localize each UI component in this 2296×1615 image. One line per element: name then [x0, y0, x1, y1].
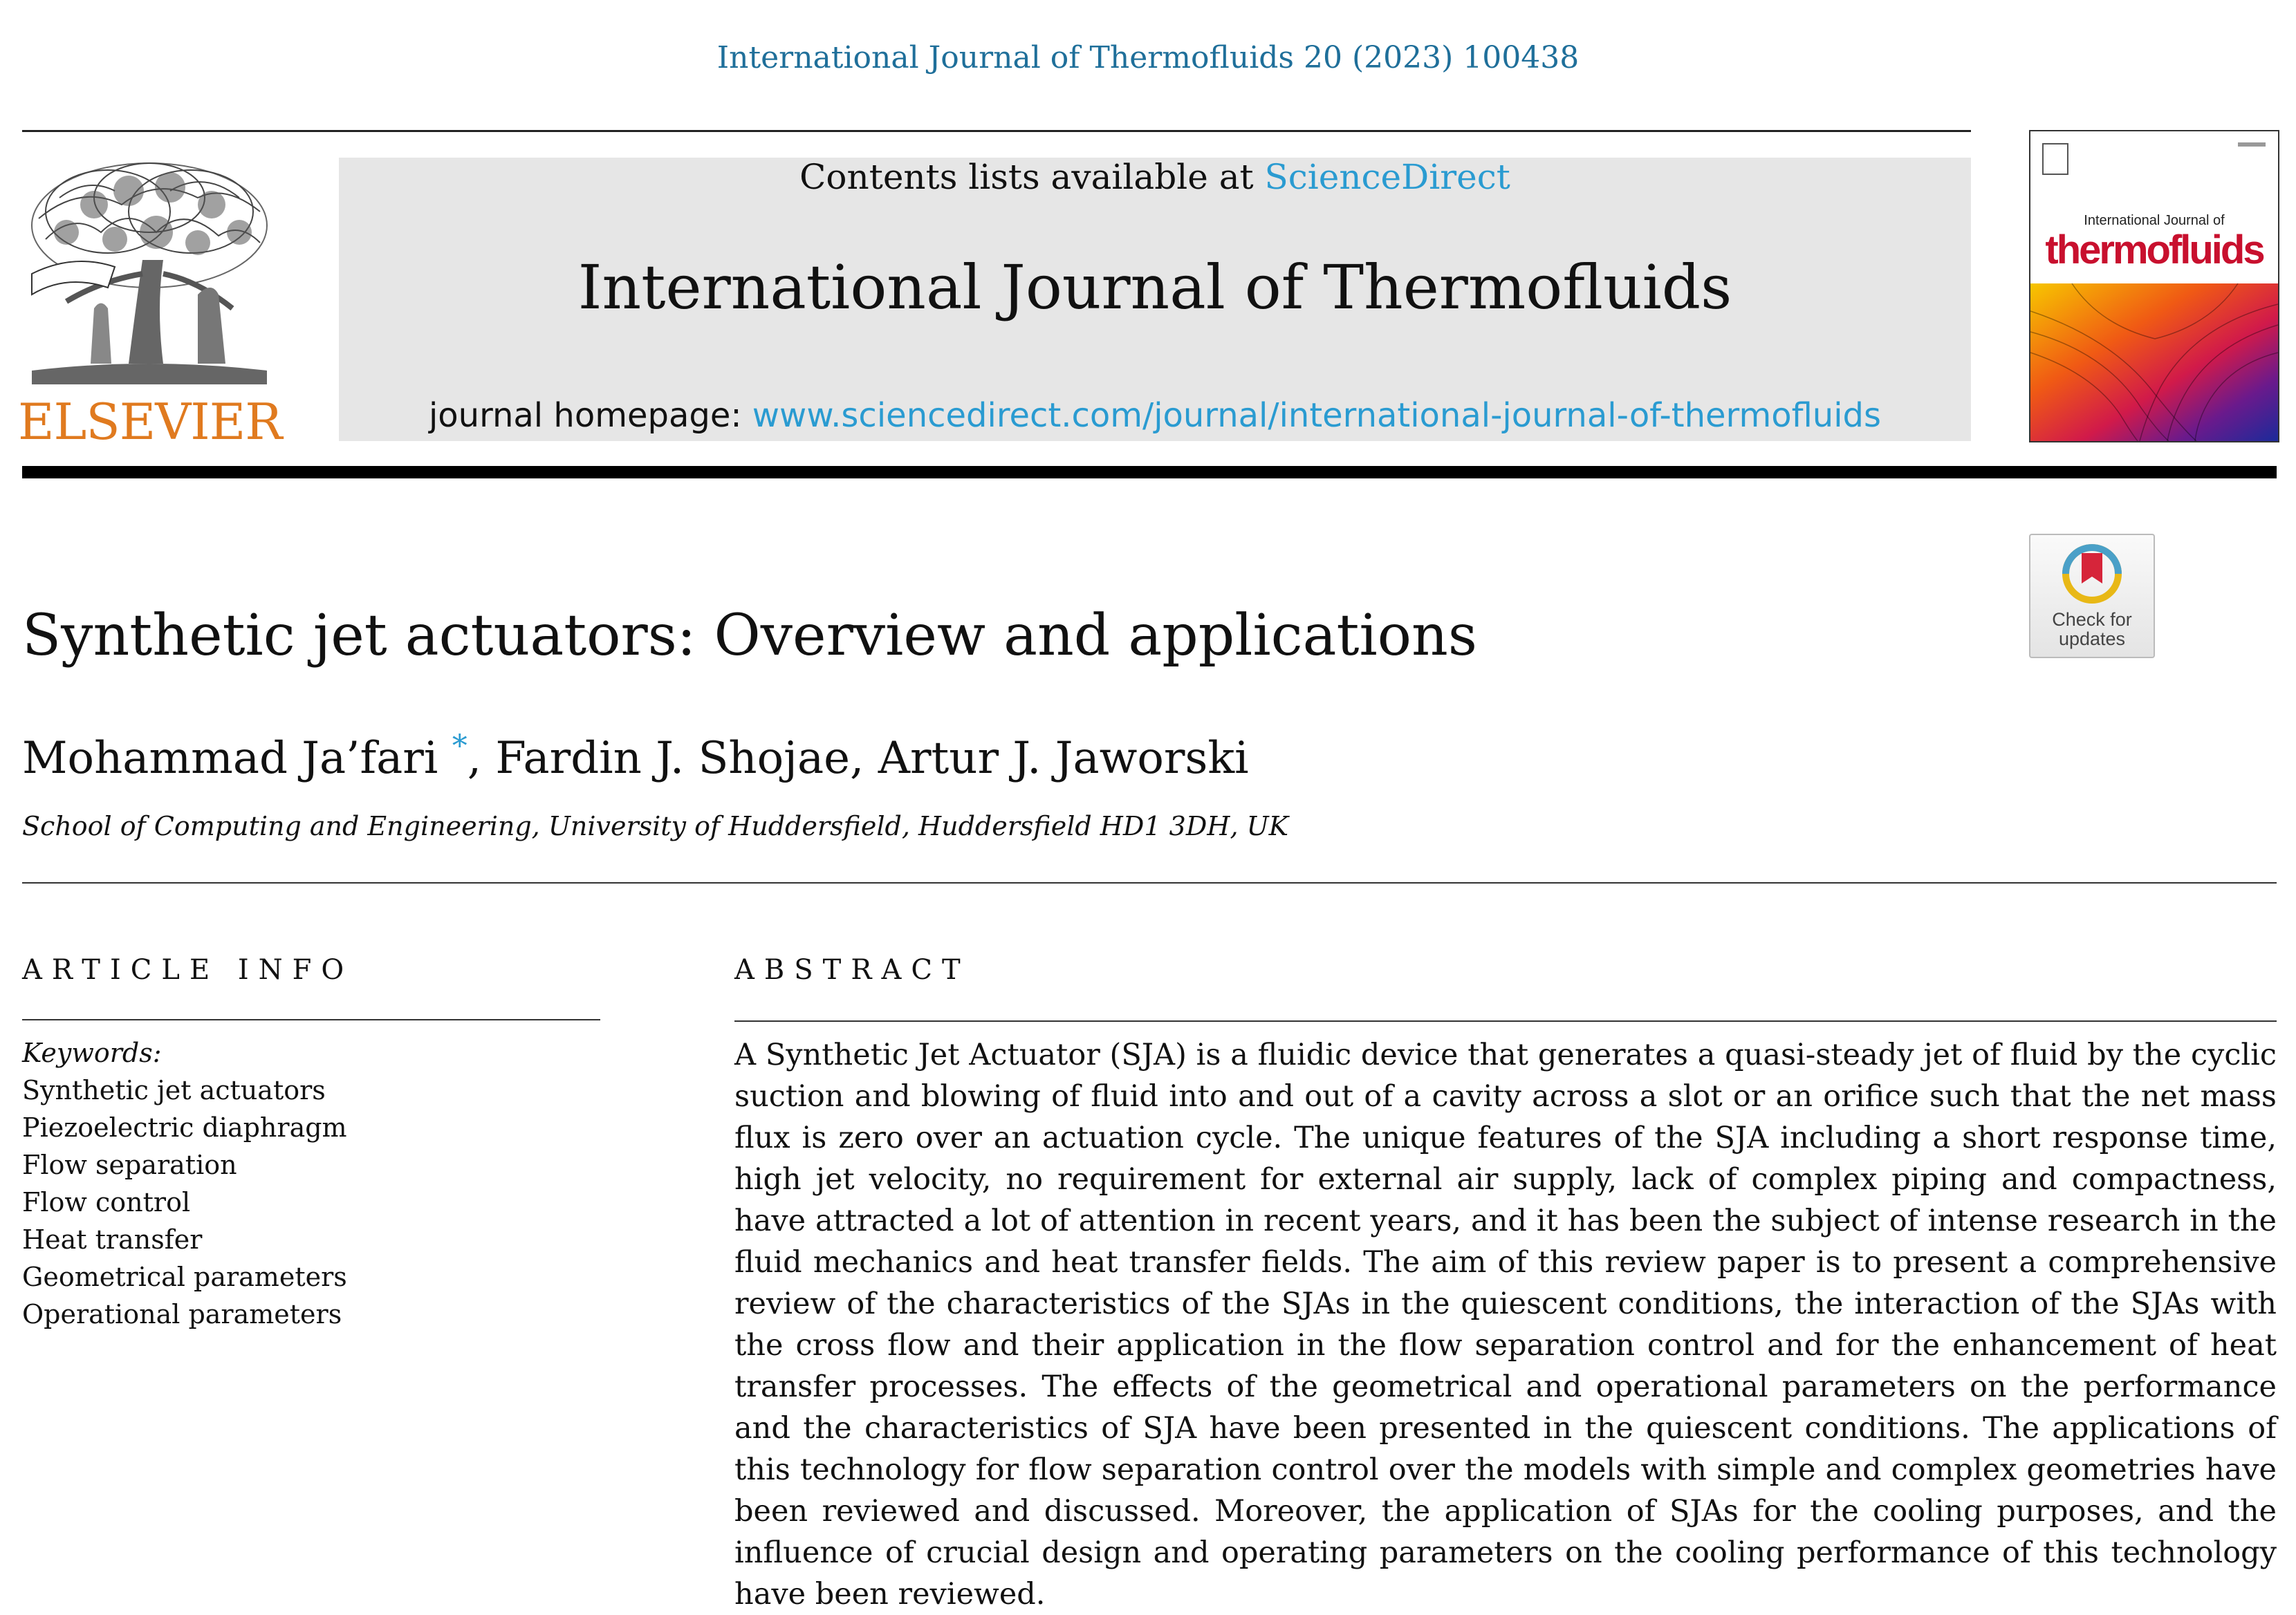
contents-prefix: Contents lists available at — [799, 157, 1265, 197]
journal-cover-thumbnail[interactable] — [2029, 130, 2279, 442]
journal-title: International Journal of Thermofluids — [577, 252, 1732, 323]
check-updates-label — [2030, 610, 2154, 648]
author-name[interactable]: Mohammad Ja’fari — [22, 733, 438, 784]
keywords-list — [22, 1034, 589, 1333]
cover-artwork-icon — [2030, 131, 2278, 441]
keyword-item: Geometrical parameters — [22, 1262, 347, 1292]
elsevier-tree-icon — [18, 156, 281, 384]
keywords-label: Keywords: — [22, 1038, 162, 1068]
keyword-item: Flow control — [22, 1187, 191, 1217]
author-affiliation: School of Computing and Engineering, University of Huddersfield, Huddersfield HD1 3DH, UK — [22, 811, 1289, 841]
check-updates-line2: updates — [2058, 628, 2126, 649]
journal-citation[interactable]: International Journal of Thermofluids 20 (2023) 100438 — [716, 40, 1580, 75]
contents-available-line — [339, 158, 1971, 196]
article-info-heading: ARTICLE INFO — [22, 954, 354, 986]
article-info-rule — [22, 1019, 600, 1020]
abstract-heading: ABSTRACT — [734, 954, 970, 986]
elsevier-wordmark: ELSEVIER — [18, 393, 282, 451]
keyword-item: Synthetic jet actuators — [22, 1075, 326, 1105]
abstract-rule — [734, 1020, 2277, 1022]
corresponding-author-marker[interactable]: * — [452, 729, 467, 764]
check-updates-icon — [2062, 541, 2122, 607]
header-top-rule — [22, 130, 1971, 132]
check-updates-line1: Check for — [2052, 609, 2132, 630]
homepage-prefix: journal homepage: — [428, 396, 752, 435]
elsevier-logo[interactable] — [18, 156, 282, 451]
journal-header-box — [339, 158, 1971, 441]
header-thick-rule — [22, 466, 2277, 478]
journal-homepage-link[interactable]: www.sciencedirect.com/journal/international-journal-of-thermofluids — [752, 396, 1882, 435]
cover-small-title: International Journal of — [2084, 213, 2225, 228]
paper-title: Synthetic jet actuators: Overview and applications — [22, 603, 1477, 669]
keyword-item: Flow separation — [22, 1150, 237, 1180]
section-divider — [22, 882, 2277, 884]
cover-big-title: thermofluids — [2045, 227, 2263, 272]
check-for-updates-button[interactable] — [2029, 534, 2155, 658]
abstract-text: A Synthetic Jet Actuator (SJA) is a fluidic device that generates a quasi-steady jet of fluid by the cyclic suction and blowing of fluid into and out of a cavity across a slot or an orifice such that the net mass flux is zero over an actuation cycle. The unique features of the SJA including a short response time, high jet velocity, no requirement for external air supply, lack of complex piping and compactness, have attracted a lot of attention in recent years, and it has been the subject of intense research in the fluid mechanics and heat transfer fields. The aim of this review paper is to present a comprehensive review of the characteristics of the SJAs in the quiescent conditions, the interaction of the SJAs with the cross flow and their application in the flow separation control and for the enhancement of heat transfer processes. The effects of the geometrical and operational parameters on the performance and the characteristics of SJA have been presented in the quiescent conditions. The applications of this technology for flow separation control over the models with simple and complex geometries have been reviewed and discussed. Moreover, the application of SJAs for the cooling purposes, and the influence of crucial design and operating parameters on the cooling performance of this technology have been reviewed. — [734, 1038, 2277, 1612]
keyword-item: Operational parameters — [22, 1299, 342, 1329]
other-authors: , Fardin J. Shojae, Artur J. Jaworski — [467, 733, 1249, 784]
keyword-item: Heat transfer — [22, 1224, 203, 1255]
sciencedirect-link[interactable]: ScienceDirect — [1264, 157, 1510, 197]
journal-homepage-line — [339, 397, 1971, 434]
keyword-item: Piezoelectric diaphragm — [22, 1112, 347, 1143]
author-list — [22, 719, 1249, 786]
